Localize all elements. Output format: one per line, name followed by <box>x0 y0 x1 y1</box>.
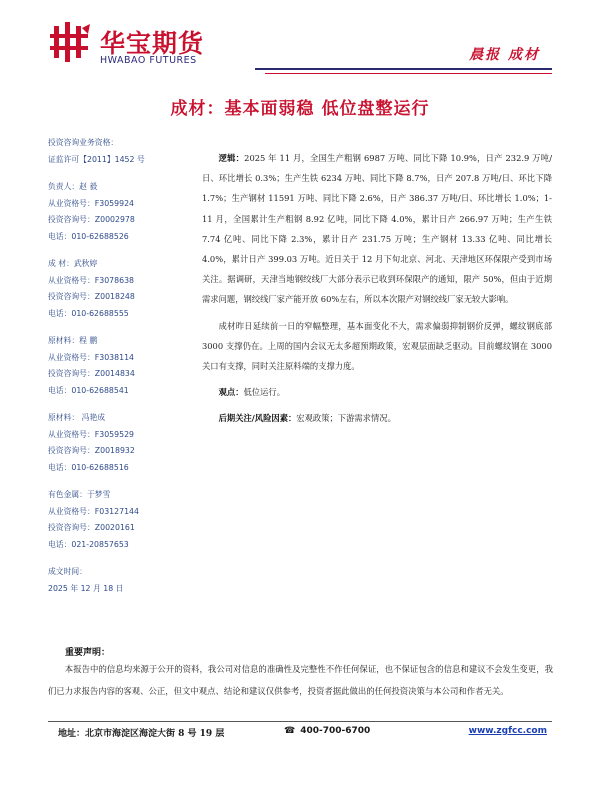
logic-label: 逻辑： <box>218 153 245 163</box>
analyst-phone: 电话：010-62688516 <box>48 462 129 472</box>
analyst-role: 原材料：程 鹏 <box>48 336 98 345</box>
analyst-license: 投资咨询号：Z0014834 <box>48 369 135 378</box>
footer-phone-number: 400-700-6700 <box>300 726 371 736</box>
logo-chinese-text: 华宝期货 <box>100 29 205 58</box>
analyst-license: 从业资格号：F3059924 <box>48 198 134 208</box>
risk-label: 后期关注/风险因素： <box>218 413 297 424</box>
logic-paragraph <box>202 148 552 310</box>
analyst-license: 从业资格号：F3059529 <box>48 429 134 439</box>
logo-english-text: HWABAO FUTURES <box>100 55 197 66</box>
disclaimer-text: 本报告中的信息均来源于公开的资料，我公司对信息的准确性及完整性不作任何保证，也不保证包含的信息和建议不会发生变更，我们已力求报告内容的客观、公正，但文中观点、结论和建议仅供参考，投资者据此做出的任何投资决策与本公司和作者无关。 <box>48 664 553 696</box>
logic-text: 2025 年 11 月，全国生产粗钢 6987 万吨、同比下降 10.9%，日产 232.9 万吨/日、环比增长 0.3%；生产生铁 6234 万吨、同比下降 8.7%，日产 207.8 万吨/日、环比下降 1.7%；生产钢材 11591 万吨、同比下降 2.6%，日产 386.37 万吨/日、环比增长 1.0%；1-11 月，全国累计生产粗钢 8.92 亿吨，同比下降 4.0%，累计日产 266.97 万吨；生产生铁 7.74 亿吨、同比下降 2.3%，累计日产 231.75 万吨；生产钢材 13.33 亿吨、同比增长 4.0%，累计日产 399.03 万吨。近日关于 12 月下旬北京、河北、天津地区环保限产受到市场关注。据调研，天津当地钢绞线厂大部分表示已收到环保限产的通知，限产 50%，但由于近期需求问题，钢绞线厂家产能开放 60%左右，所以本次限产对钢绞线厂家无较大影响。 <box>202 153 552 305</box>
analyst-phone: 电话：010-62688541 <box>48 385 129 395</box>
analyst-license: 从业资格号：F03127144 <box>48 506 139 516</box>
analyst-phone: 电话：010-62688526 <box>48 231 129 241</box>
view-paragraph <box>202 382 552 402</box>
disclaimer-title: 重要声明： <box>65 648 111 658</box>
phone-icon: ☎ <box>284 726 296 736</box>
analyst-role: 原材料： 冯艳成 <box>48 413 106 422</box>
report-type-tag: 晨报 成材 <box>469 47 540 63</box>
analyst-phone: 电话：010-62688555 <box>48 308 129 318</box>
report-body <box>202 148 552 435</box>
company-logo <box>48 22 228 68</box>
date-label: 成文时间： <box>48 567 87 576</box>
footer-phone <box>284 726 370 736</box>
footer-website-link[interactable]: www.zgfcc.com <box>468 726 547 736</box>
report-date: 2025 年 12 月 18 日 <box>48 583 124 593</box>
analyst-role: 有色金属：于梦雪 <box>48 490 111 499</box>
analyst-license: 投资咨询号：Z0002978 <box>48 215 135 224</box>
analyst-sidebar <box>48 135 208 597</box>
analyst-license: 从业资格号：F3038114 <box>48 352 134 362</box>
view-text: 低位运行。 <box>243 387 285 398</box>
analyst-phone: 电话：021-20857653 <box>48 539 129 549</box>
analyst-role: 负责人：赵 毅 <box>48 182 98 191</box>
header-rule-red <box>265 73 552 74</box>
analyst-license: 投资咨询号：Z0020161 <box>48 523 135 532</box>
analyst-license: 从业资格号：F3078638 <box>48 275 134 285</box>
footer-rule <box>48 721 552 722</box>
market-paragraph: 成材昨日延续前一日的窄幅整理，基本面变化不大，需求偏弱抑制钢价反弹，螺纹钢底部 3000 支撑仍在。上周的国内会议无太多超预期政策，宏观层面缺乏驱动。目前螺纹钢在 3000 关口有支撑，同时关注原料端的支撑力度。 <box>202 320 552 372</box>
qualification-line: 投资咨询业务资格： <box>48 138 119 147</box>
footer <box>48 724 552 742</box>
risk-paragraph <box>202 408 552 428</box>
logo-mark-icon <box>48 22 92 62</box>
analyst-license: 投资咨询号：Z0018248 <box>48 292 135 301</box>
analyst-role: 成 材：武秋婷 <box>48 259 98 268</box>
view-label: 观点： <box>218 387 244 398</box>
analyst-license: 投资咨询号：Z0018932 <box>48 446 135 455</box>
qualification-line: 证监许可【2011】1452 号 <box>48 154 145 164</box>
report-title: 成材：基本面弱稳 低位盘整运行 <box>170 99 430 119</box>
footer-address: 地址：北京市海淀区海淀大街 8 号 19 层 <box>58 729 225 739</box>
risk-text: 宏观政策；下游需求情况。 <box>296 413 396 424</box>
header-rule-dark <box>255 68 552 70</box>
